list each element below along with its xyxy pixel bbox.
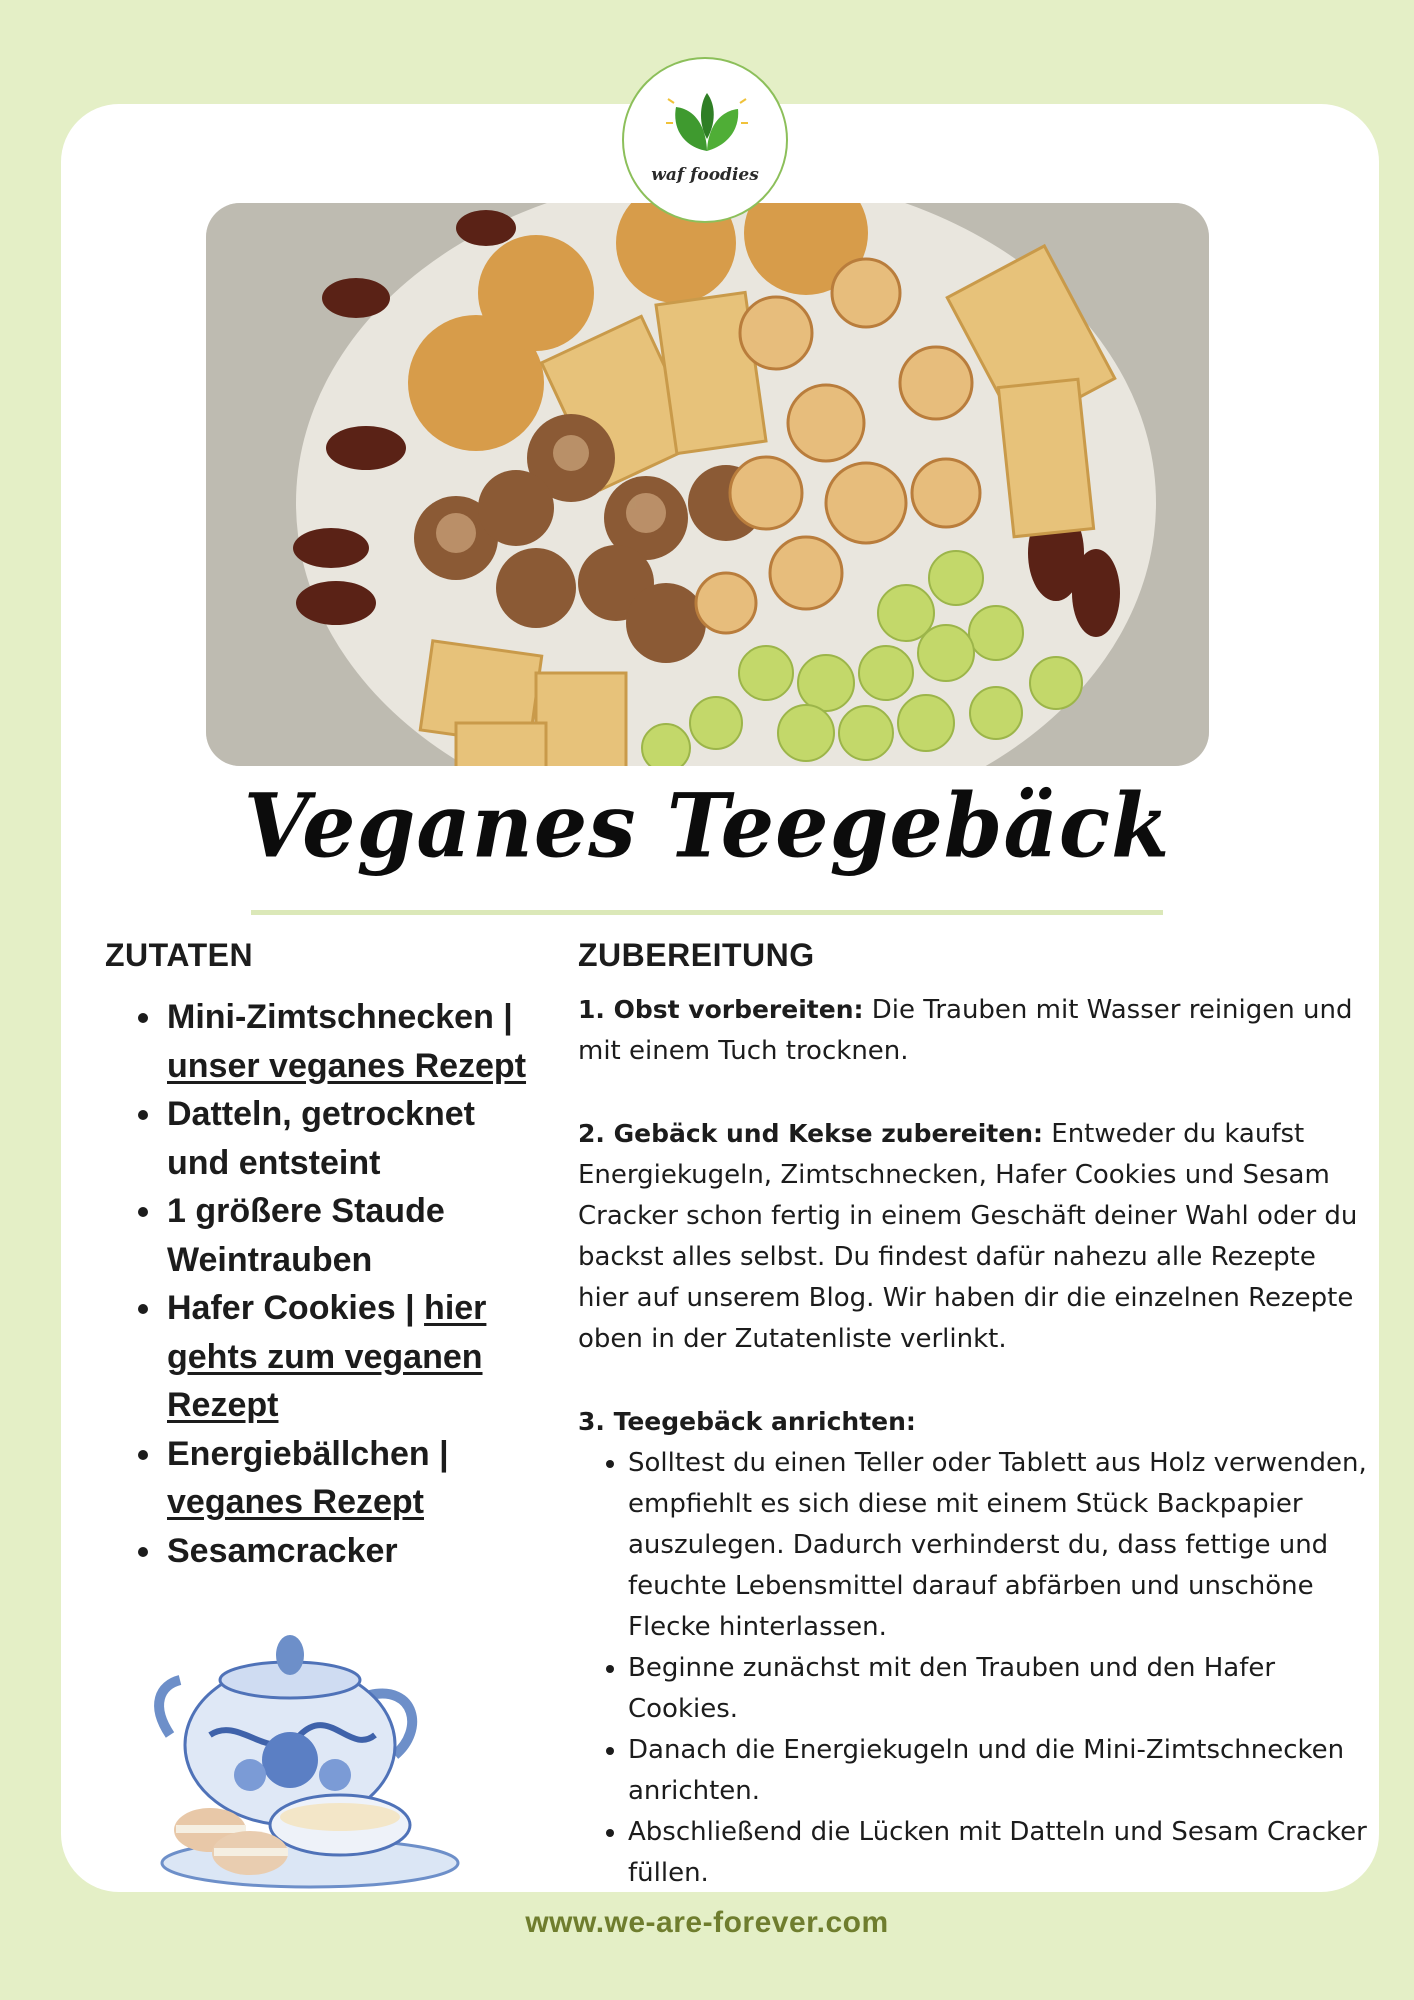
recipe-link-energiebaellchen[interactable]: veganes Rezept [167,1483,424,1521]
ingredients-heading: ZUTATEN [105,937,254,973]
preparation-section [578,935,1368,1894]
tip-item: • Danach die Energiekugeln und die Mini-Zimtschnecken anrichten. [628,1730,1368,1812]
recipe-link-zimtschnecken[interactable]: unser veganes Rezept [167,1046,527,1085]
footer-url[interactable]: www.we-are-forever.com [525,1906,889,1939]
brand-logo[interactable] [622,57,788,223]
page-title: Veganes Teegebäck [243,773,1171,878]
ingredient-item: • Energiebällchen | veganes Rezept [165,1430,545,1527]
ingredient-item: • 1 größere Staude Weintrauben [165,1187,545,1284]
title-divider [251,910,1163,915]
tip-item: • Beginne zunächst mit den Trauben und den Hafer Cookies. [628,1648,1368,1730]
ingredients-list [105,993,545,1575]
ingredient-item: • Hafer Cookies | hier gehts zum veganen Rezept [165,1284,545,1430]
teapot-illustration-icon [140,1625,460,1890]
serving-tips-list [578,1443,1368,1894]
step-3: 3. Teegebäck anrichten: [578,1407,916,1436]
brand-name: waf foodies [651,165,759,185]
preparation-heading: ZUBEREITUNG [578,937,815,973]
step-1: 1. Obst vorbereiten: Die Trauben mit Wasser reinigen und mit einem Tuch trocknen. [578,995,1353,1066]
ingredients-section [105,935,545,1575]
basil-leaves-icon [664,89,750,161]
ingredient-item: • Sesamcracker [165,1527,545,1576]
step-2: 2. Gebäck und Kekse zubereiten: Entweder du kaufst Energiekugeln, Zimtschnecken, Hafer Cookies und Sesam Cracker schon fertig in einem Geschäft deiner Wahl oder du backst alles selbst. Du findest dafür nahezu alle Rezepte hier auf unserem Blog. Wir haben dir die einzelnen Rezepte oben in der Zutatenliste verlinkt. [578,1119,1358,1354]
tip-item: • Abschließend die Lücken mit Datteln und Sesam Cracker füllen. [628,1812,1368,1894]
tip-item: • Solltest du einen Teller oder Tablett aus Holz verwenden, empfiehlt es sich diese mit einem Stück Backpapier auszulegen. Dadurch verhinderst du, dass fettige und feuchte Lebensmittel darauf abfärben und unschöne Flecke hinterlassen. [628,1443,1368,1648]
hero-photo [206,203,1209,766]
ingredient-item: • Mini-Zimtschnecken | unser veganes Rezept [165,993,545,1090]
ingredient-item: • Datteln, getrocknet und entsteint [165,1090,545,1187]
recipe-link-hafer-cookies[interactable]: hier gehts zum veganen Rezept [167,1289,487,1424]
